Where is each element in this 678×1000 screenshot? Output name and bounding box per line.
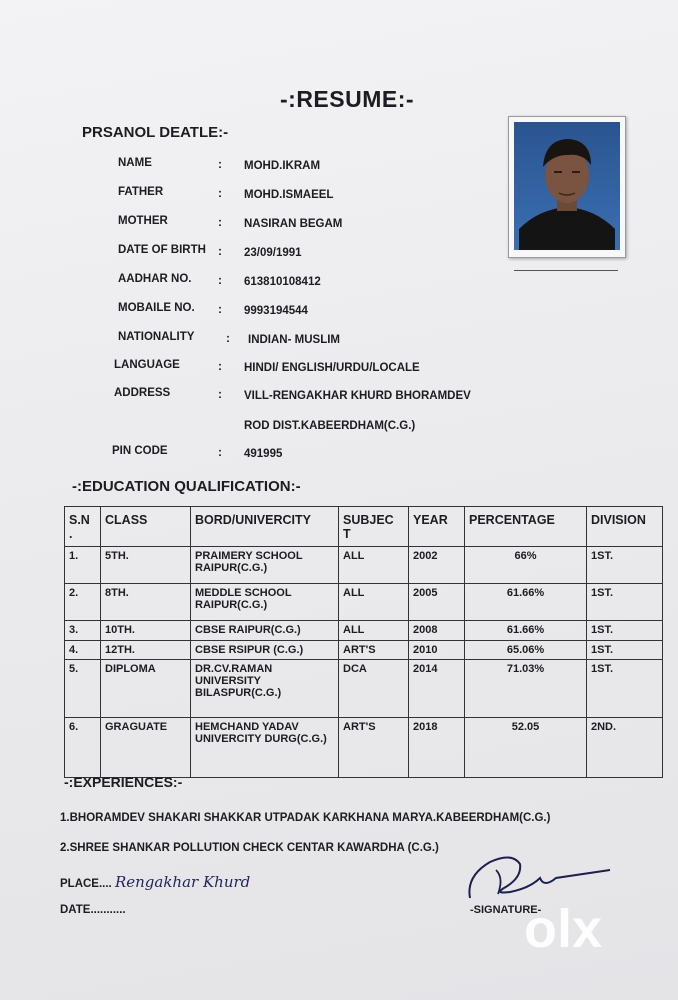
olx-watermark-icon (522, 897, 652, 957)
table-cell: 1ST. (587, 621, 663, 641)
experience-item: 2.SHREE SHANKAR POLLUTION CHECK CENTAR KAWARDHA (C.G.) (60, 842, 439, 854)
table-cell: 1ST. (587, 660, 663, 718)
table-cell: 12TH. (101, 640, 191, 660)
table-cell: GRAGUATE (101, 718, 191, 778)
field-value-address-line2: ROD DIST.KABEERDHAM(C.G.) (244, 420, 416, 432)
table-cell: HEMCHAND YADAV UNIVERCITY DURG(C.G.) (191, 718, 339, 778)
field-value-mother: NASIRAN BEGAM (244, 218, 343, 230)
table-header-row (65, 507, 663, 547)
field-label-nationality: NATIONALITY (118, 331, 195, 343)
table-cell: 1ST. (587, 640, 663, 660)
field-label-mobile: MOBAILE NO. (118, 302, 195, 314)
table-cell: 4. (65, 640, 101, 660)
field-value-name: MOHD.IKRAM (244, 160, 321, 172)
table-cell: 3. (65, 621, 101, 641)
field-label-language: LANGUAGE (114, 359, 180, 371)
table-cell: 2008 (409, 621, 465, 641)
education-heading: -:EDUCATION QUALIFICATION:- (72, 478, 301, 495)
column-header: S.N . (65, 507, 101, 547)
field-value-nationality: INDIAN- MUSLIM (248, 334, 340, 346)
table-cell: ALL (339, 584, 409, 621)
table-row (65, 718, 663, 778)
experiences-heading: -:EXPERIENCES:- (64, 774, 183, 790)
field-colon: : (218, 302, 222, 316)
table-cell: ART'S (339, 640, 409, 660)
table-cell: ALL (339, 621, 409, 641)
field-label-dob: DATE OF BIRTH (118, 244, 206, 256)
table-row (65, 547, 663, 584)
table-row (65, 584, 663, 621)
table-cell: 52.05 (465, 718, 587, 778)
table-row (65, 621, 663, 641)
table-cell: 61.66% (465, 584, 587, 621)
field-label-father: FATHER (118, 186, 164, 198)
table-cell: 71.03% (465, 660, 587, 718)
photo-image (509, 117, 625, 257)
table-cell: CBSE RSIPUR (C.G.) (191, 640, 339, 660)
personal-details-heading: PRSANOL DEATLE:- (82, 124, 229, 141)
field-value-mobile: 9993194544 (244, 305, 308, 317)
signature-label: -SIGNATURE- (470, 904, 542, 916)
field-colon: : (218, 445, 222, 459)
field-label-mother: MOTHER (118, 215, 168, 227)
column-header: DIVISION (587, 507, 663, 547)
education-table (64, 506, 663, 778)
place-field (60, 873, 250, 891)
field-label-pincode: PIN CODE (112, 445, 168, 457)
table-cell: 2010 (409, 640, 465, 660)
table-cell: 5TH. (101, 547, 191, 584)
table-cell: 61.66% (465, 621, 587, 641)
field-value-address: VILL-RENGAKHAR KHURD BHORAMDEV (244, 390, 471, 402)
table-row (65, 660, 663, 718)
field-colon: : (218, 215, 222, 229)
table-cell: MEDDLE SCHOOL RAIPUR(C.G.) (191, 584, 339, 621)
table-cell: 1. (65, 547, 101, 584)
column-header: SUBJEC T (339, 507, 409, 547)
photo-underline (514, 270, 618, 271)
place-handwritten: Rengakhar Khurd (114, 873, 251, 891)
field-label-address: ADDRESS (114, 387, 171, 399)
table-cell: 8TH. (101, 584, 191, 621)
field-colon: : (226, 331, 230, 345)
field-colon: : (218, 244, 222, 258)
date-label: DATE........... (60, 904, 126, 916)
field-value-language: HINDI/ ENGLISH/URDU/LOCALE (244, 362, 420, 374)
table-cell: 5. (65, 660, 101, 718)
table-cell: 2014 (409, 660, 465, 718)
column-header: CLASS (101, 507, 191, 547)
table-cell: 2002 (409, 547, 465, 584)
table-cell: 10TH. (101, 621, 191, 641)
table-cell: 2005 (409, 584, 465, 621)
table-cell: 2. (65, 584, 101, 621)
table-cell: PRAIMERY SCHOOL RAIPUR(C.G.) (191, 547, 339, 584)
column-header: YEAR (409, 507, 465, 547)
table-cell: DCA (339, 660, 409, 718)
place-label: PLACE.... (60, 878, 112, 890)
olx-watermark-text: olx (524, 899, 603, 957)
field-colon: : (218, 273, 222, 287)
field-value-father: MOHD.ISMAEEL (244, 189, 334, 201)
profile-photo (508, 116, 626, 258)
field-label-name: NAME (118, 157, 152, 169)
date-field (60, 904, 126, 916)
field-value-pincode: 491995 (244, 448, 283, 460)
column-header: PERCENTAGE (465, 507, 587, 547)
table-cell: 65.06% (465, 640, 587, 660)
field-colon: : (218, 186, 222, 200)
table-cell: 2018 (409, 718, 465, 778)
field-colon: : (218, 387, 222, 401)
table-cell: 66% (465, 547, 587, 584)
field-colon: : (218, 359, 222, 373)
table-cell: ART'S (339, 718, 409, 778)
table-cell: DIPLOMA (101, 660, 191, 718)
field-colon: : (218, 157, 222, 171)
table-cell: 1ST. (587, 547, 663, 584)
table-row (65, 640, 663, 660)
table-cell: 6. (65, 718, 101, 778)
table-cell: ALL (339, 547, 409, 584)
column-header: BORD/UNIVERCITY (191, 507, 339, 547)
table-cell: CBSE RAIPUR(C.G.) (191, 621, 339, 641)
table-cell: 1ST. (587, 584, 663, 621)
field-value-dob: 23/09/1991 (244, 247, 302, 259)
table-cell: DR.CV.RAMAN UNIVERSITY BILASPUR(C.G.) (191, 660, 339, 718)
field-label-aadhar: AADHAR NO. (118, 273, 192, 285)
field-value-aadhar: 613810108412 (244, 276, 321, 288)
table-cell: 2ND. (587, 718, 663, 778)
resume-title: -:RESUME:- (280, 86, 415, 112)
experience-item: 1.BHORAMDEV SHAKARI SHAKKAR UTPADAK KARKHANA MARYA.KABEERDHAM(C.G.) (60, 812, 551, 824)
